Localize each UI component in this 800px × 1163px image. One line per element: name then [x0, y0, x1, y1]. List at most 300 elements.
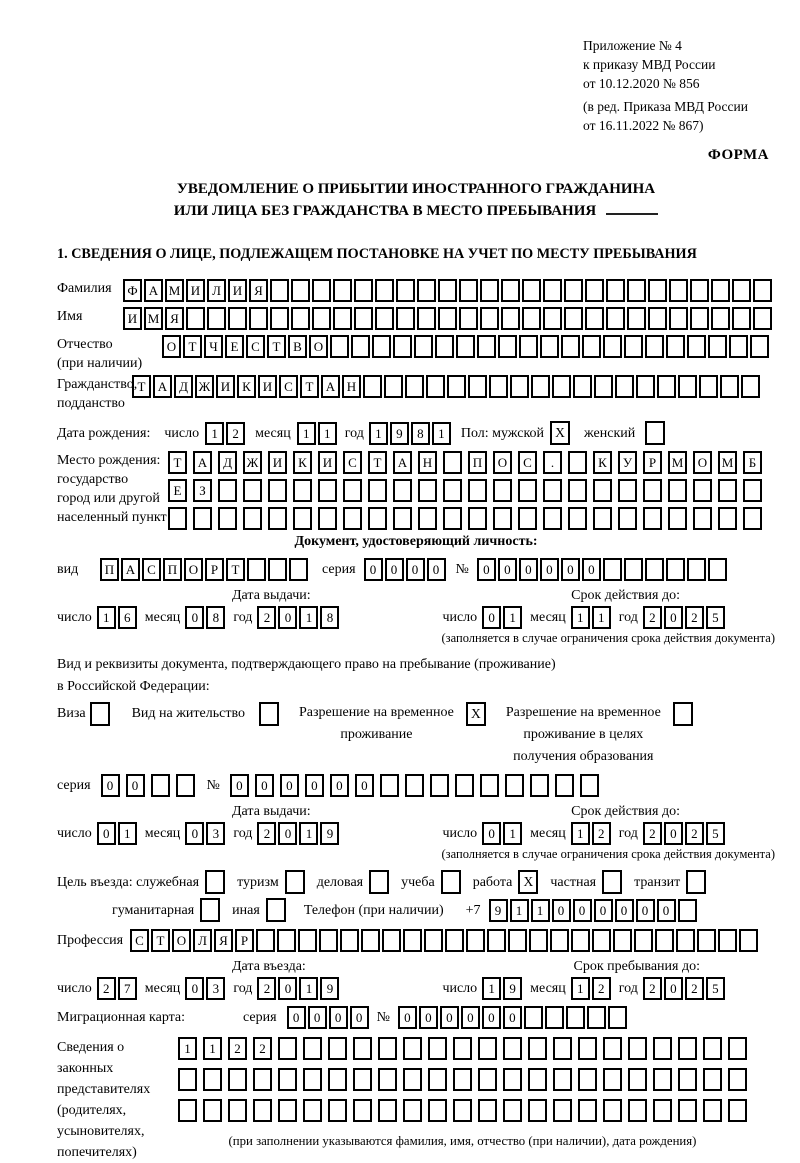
- char-cell[interactable]: [643, 507, 662, 530]
- char-cell[interactable]: [624, 335, 643, 358]
- char-cell[interactable]: 1: [203, 1037, 222, 1060]
- char-cell[interactable]: 0: [664, 606, 683, 629]
- char-cell[interactable]: 8: [411, 422, 430, 445]
- char-cell[interactable]: [480, 279, 499, 302]
- char-cell[interactable]: [455, 774, 474, 797]
- char-cell[interactable]: 2: [257, 977, 276, 1000]
- char-cell[interactable]: 1: [178, 1037, 197, 1060]
- char-cell[interactable]: А: [153, 375, 172, 398]
- char-cell[interactable]: [648, 307, 667, 330]
- char-cell[interactable]: А: [393, 451, 412, 474]
- char-cell[interactable]: [318, 479, 337, 502]
- char-cell[interactable]: А: [121, 558, 140, 581]
- char-cell[interactable]: К: [293, 451, 312, 474]
- char-cell[interactable]: [540, 335, 559, 358]
- char-cell[interactable]: [518, 479, 537, 502]
- char-cell[interactable]: 9: [503, 977, 522, 1000]
- char-cell[interactable]: [501, 307, 520, 330]
- char-cell[interactable]: [298, 929, 317, 952]
- char-cell[interactable]: [453, 1068, 472, 1091]
- char-cell[interactable]: [459, 279, 478, 302]
- char-cell[interactable]: [550, 929, 569, 952]
- char-cell[interactable]: [643, 479, 662, 502]
- char-cell[interactable]: 5: [706, 822, 725, 845]
- char-cell[interactable]: П: [468, 451, 487, 474]
- char-cell[interactable]: 0: [561, 558, 580, 581]
- char-cell[interactable]: [340, 929, 359, 952]
- char-cell[interactable]: 0: [398, 1006, 417, 1029]
- char-cell[interactable]: 0: [440, 1006, 459, 1029]
- char-cell[interactable]: 1: [531, 899, 550, 922]
- char-cell[interactable]: 0: [329, 1006, 348, 1029]
- char-cell[interactable]: Я: [165, 307, 184, 330]
- char-cell[interactable]: [468, 479, 487, 502]
- char-cell[interactable]: 0: [540, 558, 559, 581]
- char-cell[interactable]: [243, 479, 262, 502]
- char-cell[interactable]: [585, 307, 604, 330]
- char-cell[interactable]: [393, 507, 412, 530]
- char-cell[interactable]: [528, 1068, 547, 1091]
- char-cell[interactable]: Т: [168, 451, 187, 474]
- char-cell[interactable]: [553, 1068, 572, 1091]
- char-cell[interactable]: Я: [214, 929, 233, 952]
- char-cell[interactable]: [657, 375, 676, 398]
- char-cell[interactable]: 0: [330, 774, 349, 797]
- char-cell[interactable]: [666, 335, 685, 358]
- char-cell[interactable]: 0: [185, 822, 204, 845]
- char-cell[interactable]: [627, 307, 646, 330]
- char-cell[interactable]: 1: [592, 606, 611, 629]
- char-cell[interactable]: [628, 1037, 647, 1060]
- purpose-work-checkbox[interactable]: X: [518, 870, 538, 894]
- char-cell[interactable]: [503, 1099, 522, 1122]
- char-cell[interactable]: [582, 335, 601, 358]
- char-cell[interactable]: 0: [406, 558, 425, 581]
- char-cell[interactable]: [711, 279, 730, 302]
- char-cell[interactable]: 2: [257, 606, 276, 629]
- temp-permit-edu-checkbox[interactable]: [673, 702, 693, 726]
- char-cell[interactable]: [293, 479, 312, 502]
- char-cell[interactable]: [249, 307, 268, 330]
- char-cell[interactable]: [435, 335, 454, 358]
- char-cell[interactable]: [564, 279, 583, 302]
- char-cell[interactable]: [278, 1068, 297, 1091]
- purpose-other-checkbox[interactable]: [266, 898, 286, 922]
- char-cell[interactable]: 0: [615, 899, 634, 922]
- char-cell[interactable]: 9: [320, 822, 339, 845]
- char-cell[interactable]: [594, 375, 613, 398]
- char-cell[interactable]: [720, 375, 739, 398]
- char-cell[interactable]: [293, 507, 312, 530]
- char-cell[interactable]: [443, 451, 462, 474]
- char-cell[interactable]: [628, 1099, 647, 1122]
- char-cell[interactable]: [568, 479, 587, 502]
- char-cell[interactable]: С: [142, 558, 161, 581]
- char-cell[interactable]: [519, 335, 538, 358]
- char-cell[interactable]: А: [144, 279, 163, 302]
- char-cell[interactable]: [253, 1099, 272, 1122]
- char-cell[interactable]: [699, 375, 718, 398]
- char-cell[interactable]: 0: [419, 1006, 438, 1029]
- char-cell[interactable]: [430, 774, 449, 797]
- char-cell[interactable]: [151, 774, 170, 797]
- char-cell[interactable]: [354, 307, 373, 330]
- char-cell[interactable]: [531, 375, 550, 398]
- char-cell[interactable]: [417, 279, 436, 302]
- char-cell[interactable]: [739, 929, 758, 952]
- char-cell[interactable]: [354, 279, 373, 302]
- purpose-study-checkbox[interactable]: [441, 870, 461, 894]
- char-cell[interactable]: [424, 929, 443, 952]
- char-cell[interactable]: [603, 1099, 622, 1122]
- char-cell[interactable]: Е: [225, 335, 244, 358]
- char-cell[interactable]: [328, 1037, 347, 1060]
- char-cell[interactable]: [522, 307, 541, 330]
- char-cell[interactable]: 1: [571, 977, 590, 1000]
- char-cell[interactable]: [247, 558, 266, 581]
- char-cell[interactable]: [718, 929, 737, 952]
- char-cell[interactable]: [553, 1037, 572, 1060]
- char-cell[interactable]: [268, 558, 287, 581]
- char-cell[interactable]: [573, 375, 592, 398]
- char-cell[interactable]: [618, 479, 637, 502]
- char-cell[interactable]: Т: [226, 558, 245, 581]
- char-cell[interactable]: [693, 479, 712, 502]
- char-cell[interactable]: 0: [461, 1006, 480, 1029]
- char-cell[interactable]: 6: [118, 606, 137, 629]
- char-cell[interactable]: [718, 507, 737, 530]
- char-cell[interactable]: [428, 1037, 447, 1060]
- char-cell[interactable]: [489, 375, 508, 398]
- char-cell[interactable]: [253, 1068, 272, 1091]
- char-cell[interactable]: [653, 1068, 672, 1091]
- char-cell[interactable]: [207, 307, 226, 330]
- char-cell[interactable]: [176, 774, 195, 797]
- char-cell[interactable]: [493, 479, 512, 502]
- char-cell[interactable]: [645, 335, 664, 358]
- char-cell[interactable]: [343, 479, 362, 502]
- temp-permit-checkbox[interactable]: X: [466, 702, 486, 726]
- char-cell[interactable]: М: [144, 307, 163, 330]
- char-cell[interactable]: [678, 899, 697, 922]
- char-cell[interactable]: [592, 929, 611, 952]
- char-cell[interactable]: [678, 1099, 697, 1122]
- char-cell[interactable]: 1: [571, 822, 590, 845]
- char-cell[interactable]: [613, 929, 632, 952]
- char-cell[interactable]: [653, 1099, 672, 1122]
- char-cell[interactable]: [543, 507, 562, 530]
- char-cell[interactable]: Л: [193, 929, 212, 952]
- char-cell[interactable]: [353, 1099, 372, 1122]
- char-cell[interactable]: 0: [427, 558, 446, 581]
- char-cell[interactable]: [669, 307, 688, 330]
- purpose-transit-checkbox[interactable]: [686, 870, 706, 894]
- char-cell[interactable]: И: [186, 279, 205, 302]
- char-cell[interactable]: [543, 479, 562, 502]
- char-cell[interactable]: [645, 558, 664, 581]
- char-cell[interactable]: [375, 307, 394, 330]
- char-cell[interactable]: [676, 929, 695, 952]
- char-cell[interactable]: [468, 507, 487, 530]
- char-cell[interactable]: [289, 558, 308, 581]
- char-cell[interactable]: 0: [664, 977, 683, 1000]
- char-cell[interactable]: [418, 479, 437, 502]
- char-cell[interactable]: [505, 774, 524, 797]
- char-cell[interactable]: [666, 558, 685, 581]
- char-cell[interactable]: [477, 335, 496, 358]
- char-cell[interactable]: 9: [489, 899, 508, 922]
- char-cell[interactable]: Т: [132, 375, 151, 398]
- char-cell[interactable]: [480, 307, 499, 330]
- char-cell[interactable]: [243, 507, 262, 530]
- char-cell[interactable]: [648, 279, 667, 302]
- char-cell[interactable]: [178, 1068, 197, 1091]
- char-cell[interactable]: Я: [249, 279, 268, 302]
- char-cell[interactable]: 0: [97, 822, 116, 845]
- char-cell[interactable]: 1: [510, 899, 529, 922]
- char-cell[interactable]: [603, 1037, 622, 1060]
- char-cell[interactable]: [268, 507, 287, 530]
- char-cell[interactable]: [503, 1068, 522, 1091]
- char-cell[interactable]: [711, 307, 730, 330]
- char-cell[interactable]: [468, 375, 487, 398]
- char-cell[interactable]: Ч: [204, 335, 223, 358]
- char-cell[interactable]: [498, 335, 517, 358]
- char-cell[interactable]: [353, 1037, 372, 1060]
- char-cell[interactable]: [277, 929, 296, 952]
- char-cell[interactable]: [466, 929, 485, 952]
- char-cell[interactable]: [729, 335, 748, 358]
- char-cell[interactable]: 0: [582, 558, 601, 581]
- char-cell[interactable]: 2: [226, 422, 245, 445]
- char-cell[interactable]: [328, 1068, 347, 1091]
- char-cell[interactable]: 0: [278, 822, 297, 845]
- char-cell[interactable]: [456, 335, 475, 358]
- char-cell[interactable]: С: [246, 335, 265, 358]
- char-cell[interactable]: [743, 507, 762, 530]
- char-cell[interactable]: [578, 1099, 597, 1122]
- visa-checkbox[interactable]: [90, 702, 110, 726]
- char-cell[interactable]: 0: [552, 899, 571, 922]
- char-cell[interactable]: Д: [218, 451, 237, 474]
- char-cell[interactable]: [529, 929, 548, 952]
- char-cell[interactable]: 5: [706, 977, 725, 1000]
- char-cell[interactable]: [218, 479, 237, 502]
- char-cell[interactable]: [270, 279, 289, 302]
- char-cell[interactable]: [528, 1037, 547, 1060]
- char-cell[interactable]: 1: [299, 606, 318, 629]
- char-cell[interactable]: [732, 307, 751, 330]
- char-cell[interactable]: .: [543, 451, 562, 474]
- char-cell[interactable]: Т: [267, 335, 286, 358]
- char-cell[interactable]: О: [184, 558, 203, 581]
- char-cell[interactable]: 3: [206, 822, 225, 845]
- char-cell[interactable]: [343, 507, 362, 530]
- char-cell[interactable]: 1: [571, 606, 590, 629]
- char-cell[interactable]: [318, 507, 337, 530]
- char-cell[interactable]: [363, 375, 382, 398]
- char-cell[interactable]: [368, 479, 387, 502]
- char-cell[interactable]: [561, 335, 580, 358]
- char-cell[interactable]: [186, 307, 205, 330]
- char-cell[interactable]: [453, 1037, 472, 1060]
- char-cell[interactable]: 0: [519, 558, 538, 581]
- char-cell[interactable]: [353, 1068, 372, 1091]
- char-cell[interactable]: [571, 929, 590, 952]
- char-cell[interactable]: [372, 335, 391, 358]
- char-cell[interactable]: [378, 1037, 397, 1060]
- char-cell[interactable]: [218, 507, 237, 530]
- char-cell[interactable]: Р: [235, 929, 254, 952]
- char-cell[interactable]: [414, 335, 433, 358]
- char-cell[interactable]: [270, 307, 289, 330]
- char-cell[interactable]: 0: [287, 1006, 306, 1029]
- char-cell[interactable]: [703, 1037, 722, 1060]
- char-cell[interactable]: [528, 1099, 547, 1122]
- char-cell[interactable]: В: [288, 335, 307, 358]
- char-cell[interactable]: [459, 307, 478, 330]
- char-cell[interactable]: 0: [185, 606, 204, 629]
- char-cell[interactable]: [228, 1099, 247, 1122]
- char-cell[interactable]: 1: [299, 977, 318, 1000]
- char-cell[interactable]: [593, 507, 612, 530]
- char-cell[interactable]: Р: [205, 558, 224, 581]
- char-cell[interactable]: [615, 375, 634, 398]
- purpose-official-checkbox[interactable]: [205, 870, 225, 894]
- char-cell[interactable]: [608, 1006, 627, 1029]
- char-cell[interactable]: И: [228, 279, 247, 302]
- char-cell[interactable]: [690, 279, 709, 302]
- char-cell[interactable]: [228, 1068, 247, 1091]
- char-cell[interactable]: 0: [255, 774, 274, 797]
- char-cell[interactable]: [753, 307, 772, 330]
- char-cell[interactable]: 0: [230, 774, 249, 797]
- char-cell[interactable]: 3: [206, 977, 225, 1000]
- char-cell[interactable]: [636, 375, 655, 398]
- char-cell[interactable]: [312, 279, 331, 302]
- char-cell[interactable]: Ж: [243, 451, 262, 474]
- char-cell[interactable]: Б: [743, 451, 762, 474]
- char-cell[interactable]: [203, 1099, 222, 1122]
- char-cell[interactable]: 2: [257, 822, 276, 845]
- char-cell[interactable]: О: [172, 929, 191, 952]
- char-cell[interactable]: [418, 507, 437, 530]
- char-cell[interactable]: [382, 929, 401, 952]
- char-cell[interactable]: [396, 307, 415, 330]
- char-cell[interactable]: [568, 507, 587, 530]
- char-cell[interactable]: [393, 479, 412, 502]
- char-cell[interactable]: [687, 558, 706, 581]
- char-cell[interactable]: [405, 774, 424, 797]
- char-cell[interactable]: 0: [664, 822, 683, 845]
- char-cell[interactable]: [585, 279, 604, 302]
- char-cell[interactable]: 0: [594, 899, 613, 922]
- char-cell[interactable]: О: [693, 451, 712, 474]
- char-cell[interactable]: [606, 307, 625, 330]
- char-cell[interactable]: 9: [320, 977, 339, 1000]
- char-cell[interactable]: [501, 279, 520, 302]
- char-cell[interactable]: [405, 375, 424, 398]
- purpose-private-checkbox[interactable]: [602, 870, 622, 894]
- char-cell[interactable]: [384, 375, 403, 398]
- char-cell[interactable]: К: [593, 451, 612, 474]
- char-cell[interactable]: 0: [636, 899, 655, 922]
- char-cell[interactable]: [478, 1068, 497, 1091]
- char-cell[interactable]: [403, 1037, 422, 1060]
- char-cell[interactable]: [668, 507, 687, 530]
- char-cell[interactable]: [503, 1037, 522, 1060]
- char-cell[interactable]: У: [618, 451, 637, 474]
- char-cell[interactable]: Р: [643, 451, 662, 474]
- char-cell[interactable]: 5: [706, 606, 725, 629]
- char-cell[interactable]: 2: [685, 977, 704, 1000]
- char-cell[interactable]: [438, 307, 457, 330]
- char-cell[interactable]: [627, 279, 646, 302]
- sex-male-checkbox[interactable]: X: [550, 421, 570, 445]
- char-cell[interactable]: [678, 375, 697, 398]
- char-cell[interactable]: [678, 1068, 697, 1091]
- char-cell[interactable]: [718, 479, 737, 502]
- char-cell[interactable]: [368, 507, 387, 530]
- char-cell[interactable]: [606, 279, 625, 302]
- char-cell[interactable]: И: [123, 307, 142, 330]
- char-cell[interactable]: 0: [101, 774, 120, 797]
- char-cell[interactable]: 1: [503, 822, 522, 845]
- char-cell[interactable]: [443, 507, 462, 530]
- char-cell[interactable]: [552, 375, 571, 398]
- purpose-business-checkbox[interactable]: [369, 870, 389, 894]
- char-cell[interactable]: 0: [280, 774, 299, 797]
- char-cell[interactable]: И: [268, 451, 287, 474]
- char-cell[interactable]: [396, 279, 415, 302]
- char-cell[interactable]: [453, 1099, 472, 1122]
- char-cell[interactable]: [328, 1099, 347, 1122]
- char-cell[interactable]: С: [343, 451, 362, 474]
- char-cell[interactable]: 0: [482, 1006, 501, 1029]
- char-cell[interactable]: [732, 279, 751, 302]
- char-cell[interactable]: [445, 929, 464, 952]
- char-cell[interactable]: [543, 307, 562, 330]
- char-cell[interactable]: [278, 1099, 297, 1122]
- char-cell[interactable]: 2: [685, 606, 704, 629]
- char-cell[interactable]: [728, 1068, 747, 1091]
- char-cell[interactable]: Д: [174, 375, 193, 398]
- char-cell[interactable]: [291, 307, 310, 330]
- char-cell[interactable]: [753, 279, 772, 302]
- char-cell[interactable]: О: [162, 335, 181, 358]
- char-cell[interactable]: 8: [320, 606, 339, 629]
- char-cell[interactable]: 2: [228, 1037, 247, 1060]
- char-cell[interactable]: 2: [592, 977, 611, 1000]
- char-cell[interactable]: П: [163, 558, 182, 581]
- char-cell[interactable]: [655, 929, 674, 952]
- char-cell[interactable]: [580, 774, 599, 797]
- char-cell[interactable]: 0: [126, 774, 145, 797]
- char-cell[interactable]: 0: [385, 558, 404, 581]
- char-cell[interactable]: С: [518, 451, 537, 474]
- char-cell[interactable]: [193, 507, 212, 530]
- char-cell[interactable]: [330, 335, 349, 358]
- char-cell[interactable]: [361, 929, 380, 952]
- char-cell[interactable]: 1: [503, 606, 522, 629]
- char-cell[interactable]: [603, 335, 622, 358]
- char-cell[interactable]: [428, 1099, 447, 1122]
- char-cell[interactable]: [303, 1099, 322, 1122]
- char-cell[interactable]: К: [237, 375, 256, 398]
- char-cell[interactable]: 0: [364, 558, 383, 581]
- char-cell[interactable]: 1: [369, 422, 388, 445]
- char-cell[interactable]: О: [493, 451, 512, 474]
